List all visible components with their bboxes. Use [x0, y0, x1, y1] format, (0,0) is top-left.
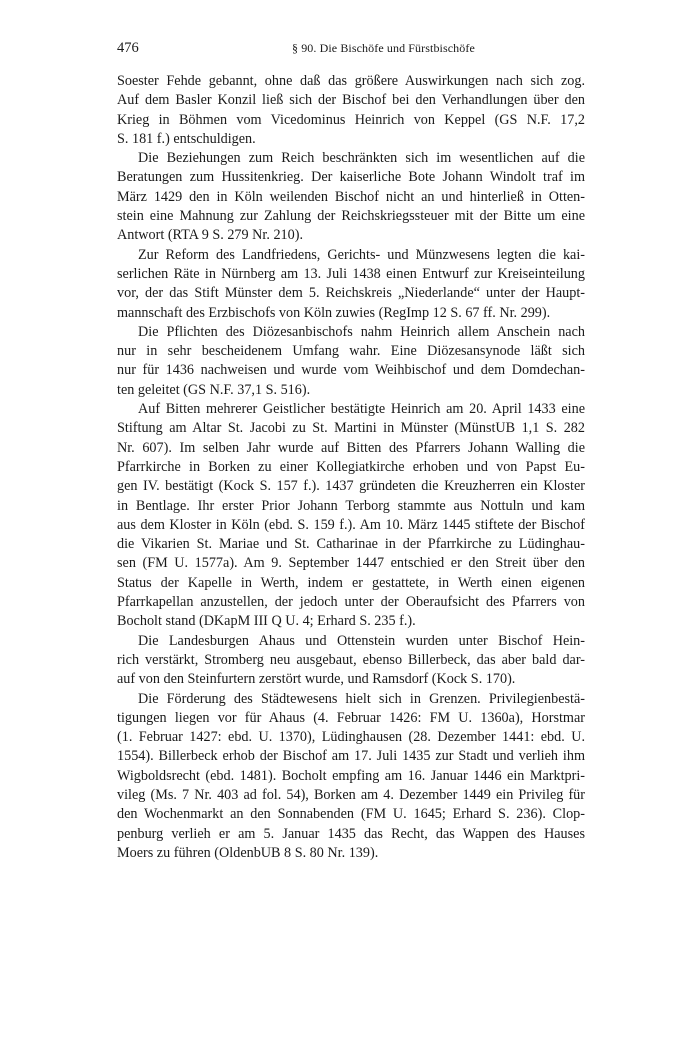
text-line: Die Pflichten des Diözesanbischofs nahm Heinrich allem Anschein nach [138, 323, 585, 340]
text-line: Zur Reform des Landfriedens, Gerichts- und Münzwesens legten die kai- [138, 246, 585, 263]
paragraph-reform [117, 246, 585, 323]
running-head-title: § 90. Die Bischöfe und Fürstbischöfe [292, 41, 475, 55]
text-line: Bocholt stand (DKapM III Q U. 4; Erhard S. 235 f.). [117, 613, 416, 630]
text-line: Moers zu führen (OldenbUB 8 S. 80 Nr. 139). [117, 844, 379, 861]
paragraph-stiftungen [117, 400, 585, 632]
text-line: Die Förderung des Städtewesens hielt sich in Grenzen. Privilegienbestä- [138, 690, 585, 707]
text-line: Pfarrkirche in Borken zu einer Kollegiatkirche erhoben und von Papst Eu- [117, 458, 585, 475]
text-line: (1. Februar 1427: ebd. U. 1370), Lüdinghausen (28. Dezember 1441: ebd. U. [117, 729, 585, 746]
text-line: penburg verlieh er am 5. Januar 1435 das Recht, das Wappen des Hauses [117, 825, 585, 842]
text-line: stein eine Mahnung zur Zahlung der Reichskriegssteuer mit der Bitte um eine [117, 208, 585, 225]
text-line: Status der Kapelle in Werth, indem er gestattete, in Werth einen eigenen [117, 574, 585, 591]
text-line: vor, der das Stift Münster dem 5. Reichskreis „Niederlande“ unter der Haupt- [117, 285, 585, 302]
text-line: gen IV. bestätigt (Kock S. 157 f.). 1437 gründeten die Kreuzherren ein Kloster [117, 478, 585, 495]
text-line: rich verstärkt, Stromberg neu ausgebaut, ebenso Billerbeck, das aber bald dar- [117, 651, 585, 668]
text-line: nur in sehr bescheidenem Umfang wahr. Eine Diözesansynode läßt sich [117, 343, 585, 360]
text-line: Auf Bitten mehrerer Geistlicher bestätigte Heinrich am 20. April 1433 eine [138, 401, 585, 418]
text-line: Nr. 607). Im selben Jahr wurde auf Bitten des Pfarrers Johann Walling die [117, 439, 585, 456]
text-line: serlichen Räte in Nürnberg am 13. Juli 1438 einen Entwurf zur Kreiseinteilung [117, 265, 585, 282]
paragraph-staedtewesen [117, 690, 585, 864]
text-line: Beratungen zum Hussitenkrieg. Der kaiserliche Bote Johann Windolt traf im [117, 169, 585, 186]
text-line: ten geleitet (GS N.F. 37,1 S. 516). [117, 381, 311, 398]
text-line: den Wochenmarkt an den Sonnabenden (FM U. 1645; Erhard S. 236). Clop- [117, 806, 585, 823]
text-line: in Bentlage. Ihr erster Prior Johann Terborg stammte aus Nottuln und kam [117, 497, 585, 514]
text-line: Die Beziehungen zum Reich beschränkten sich im wesentlichen auf die [138, 150, 585, 167]
text-line: sen (FM U. 1577a). Am 9. September 1447 entschied er den Streit über den [117, 555, 585, 572]
paragraph-soester-fehde [117, 72, 585, 149]
text-line: nur für 1436 nachweisen und wurde vom Weihbischof und dem Domdechan- [117, 362, 585, 379]
text-line: Wigboldsrecht (ebd. 1481). Bocholt empfing am 16. Januar 1446 ein Marktpri- [117, 767, 585, 784]
text-line: Antwort (RTA 9 S. 279 Nr. 210). [117, 227, 303, 244]
text-line: mannschaft des Erzbischofs von Köln zuwies (RegImp 12 S. 67 ff. Nr. 299). [117, 304, 551, 321]
text-line: Pfarrkapellan anzustellen, der jedoch unter der Oberaufsicht des Pfarrers von [117, 594, 585, 611]
text-line: aus dem Kloster in Köln (ebd. S. 159 f.). Am 10. März 1445 stiftete der Bischof [117, 516, 585, 533]
text-line: Krieg in Böhmen vom Vicedominus Heinrich von Keppel (GS N.F. 17,2 [117, 111, 585, 128]
running-header [117, 40, 585, 60]
text-line: März 1429 den in Köln weilenden Bischof nicht an und hinterließ in Otten- [117, 188, 585, 205]
page-number: 476 [117, 40, 139, 56]
page-body [117, 72, 585, 863]
text-line: auf von den Steinfurtern zerstört wurde, und Ramsdorf (Kock S. 170). [117, 671, 516, 688]
text-line: 1554). Billerbeck erhob der Bischof am 17. Juli 1435 zur Stadt und verlieh ihm [117, 748, 585, 765]
text-line: tigungen liegen vor für Ahaus (4. Februar 1426: FM U. 1360a), Horstmar [117, 709, 585, 726]
text-line: die Vikarien St. Mariae und St. Catharinae in der Pfarrkirche zu Lüdinghau- [117, 536, 585, 553]
text-line: Soester Fehde gebannt, ohne daß das größere Auswirkungen nach sich zog. [117, 73, 585, 89]
text-line: Die Landesburgen Ahaus und Ottenstein wurden unter Bischof Hein- [138, 632, 585, 649]
text-line: vileg (Ms. 7 Nr. 403 ad fol. 54), Borken am 4. Dezember 1449 ein Privileg für [117, 786, 585, 803]
paragraph-dioezesan [117, 323, 585, 400]
text-line: Auf dem Basler Konzil ließ sich der Bischof bei den Verhandlungen über den [117, 92, 585, 109]
text-line: S. 181 f.) entschuldigen. [117, 130, 256, 147]
paragraph-landesburgen [117, 632, 585, 690]
text-line: Stiftung am Altar St. Jacobi zu St. Martini in Münster (MünstUB 1,1 S. 282 [117, 420, 585, 437]
paragraph-reich [117, 149, 585, 245]
